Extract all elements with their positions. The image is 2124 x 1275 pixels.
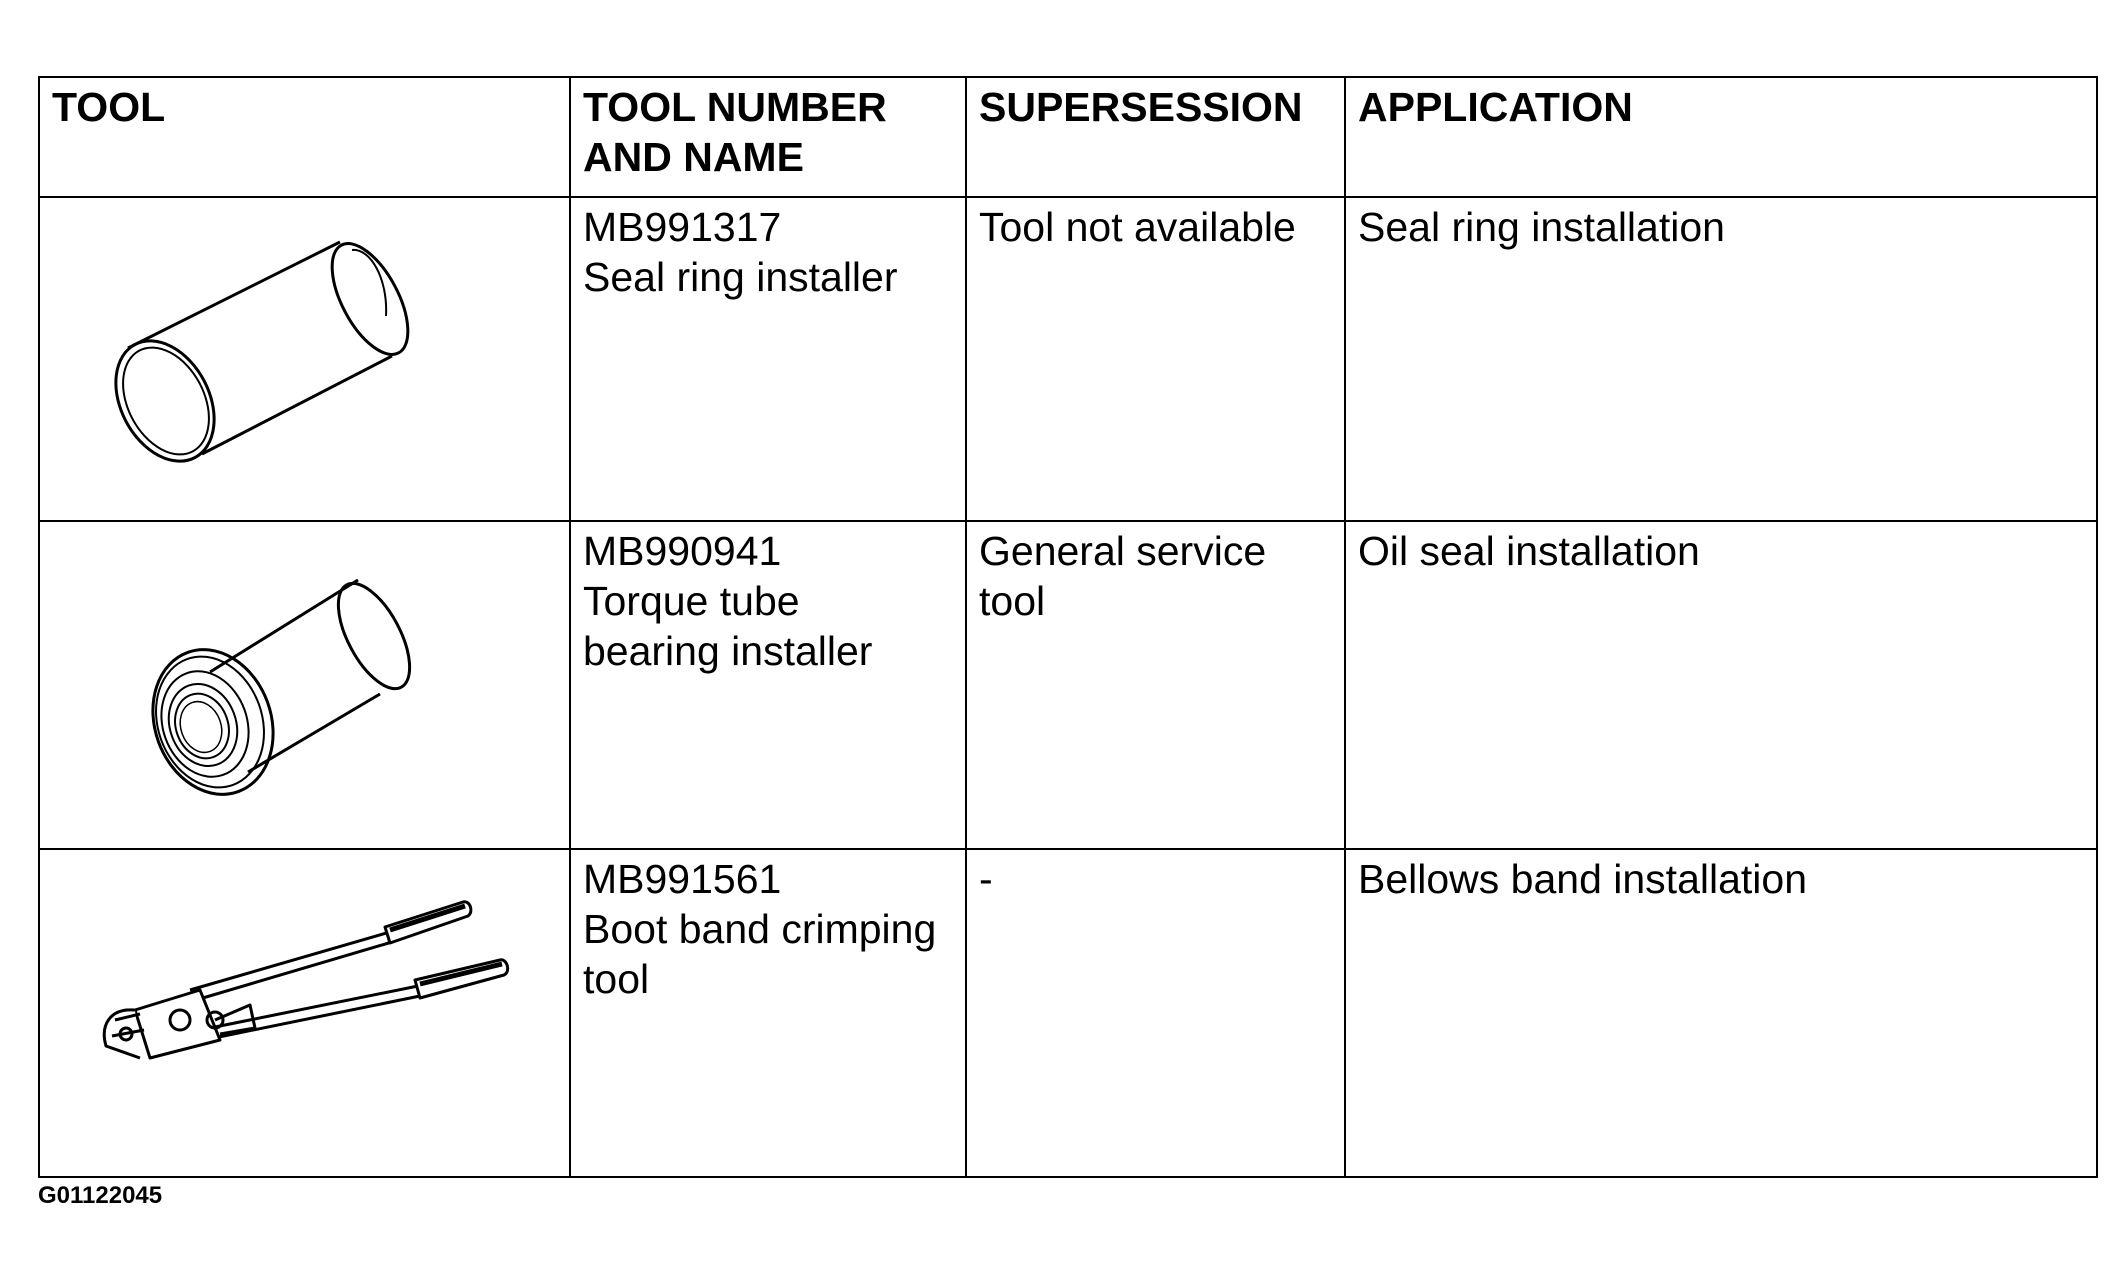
tool-application: Oil seal installation (1345, 521, 2097, 849)
table-header-row (39, 77, 2097, 197)
table-row (39, 849, 2097, 1177)
table-row (39, 197, 2097, 521)
seal-ring-installer-illustration (40, 198, 571, 516)
tool-supersession: General service tool (966, 521, 1345, 849)
table-row (39, 521, 2097, 849)
torque-tube-bearing-installer-illustration (40, 522, 571, 844)
tool-number-name: MB991317 Seal ring installer (570, 197, 966, 521)
tool-application: Bellows band installation (1345, 849, 2097, 1177)
tool-number-name: MB990941 Torque tube bearing installer (570, 521, 966, 849)
tool-application: Seal ring installation (1345, 197, 2097, 521)
tool-image-cell (39, 849, 570, 1177)
header-supersession: SUPERSESSION (966, 77, 1345, 197)
header-tool-number-and-name: TOOL NUMBER AND NAME (570, 77, 966, 197)
tool-image-cell (39, 197, 570, 521)
header-application: APPLICATION (1345, 77, 2097, 197)
tool-supersession: - (966, 849, 1345, 1177)
boot-band-crimping-tool-illustration (40, 850, 571, 1172)
header-tool: TOOL (39, 77, 570, 197)
tool-supersession: Tool not available (966, 197, 1345, 521)
tool-image-cell (39, 521, 570, 849)
figure-code: G01122045 (38, 1182, 163, 1209)
tool-number-name: MB991561 Boot band crimping tool (570, 849, 966, 1177)
special-tools-table (38, 76, 2098, 1178)
